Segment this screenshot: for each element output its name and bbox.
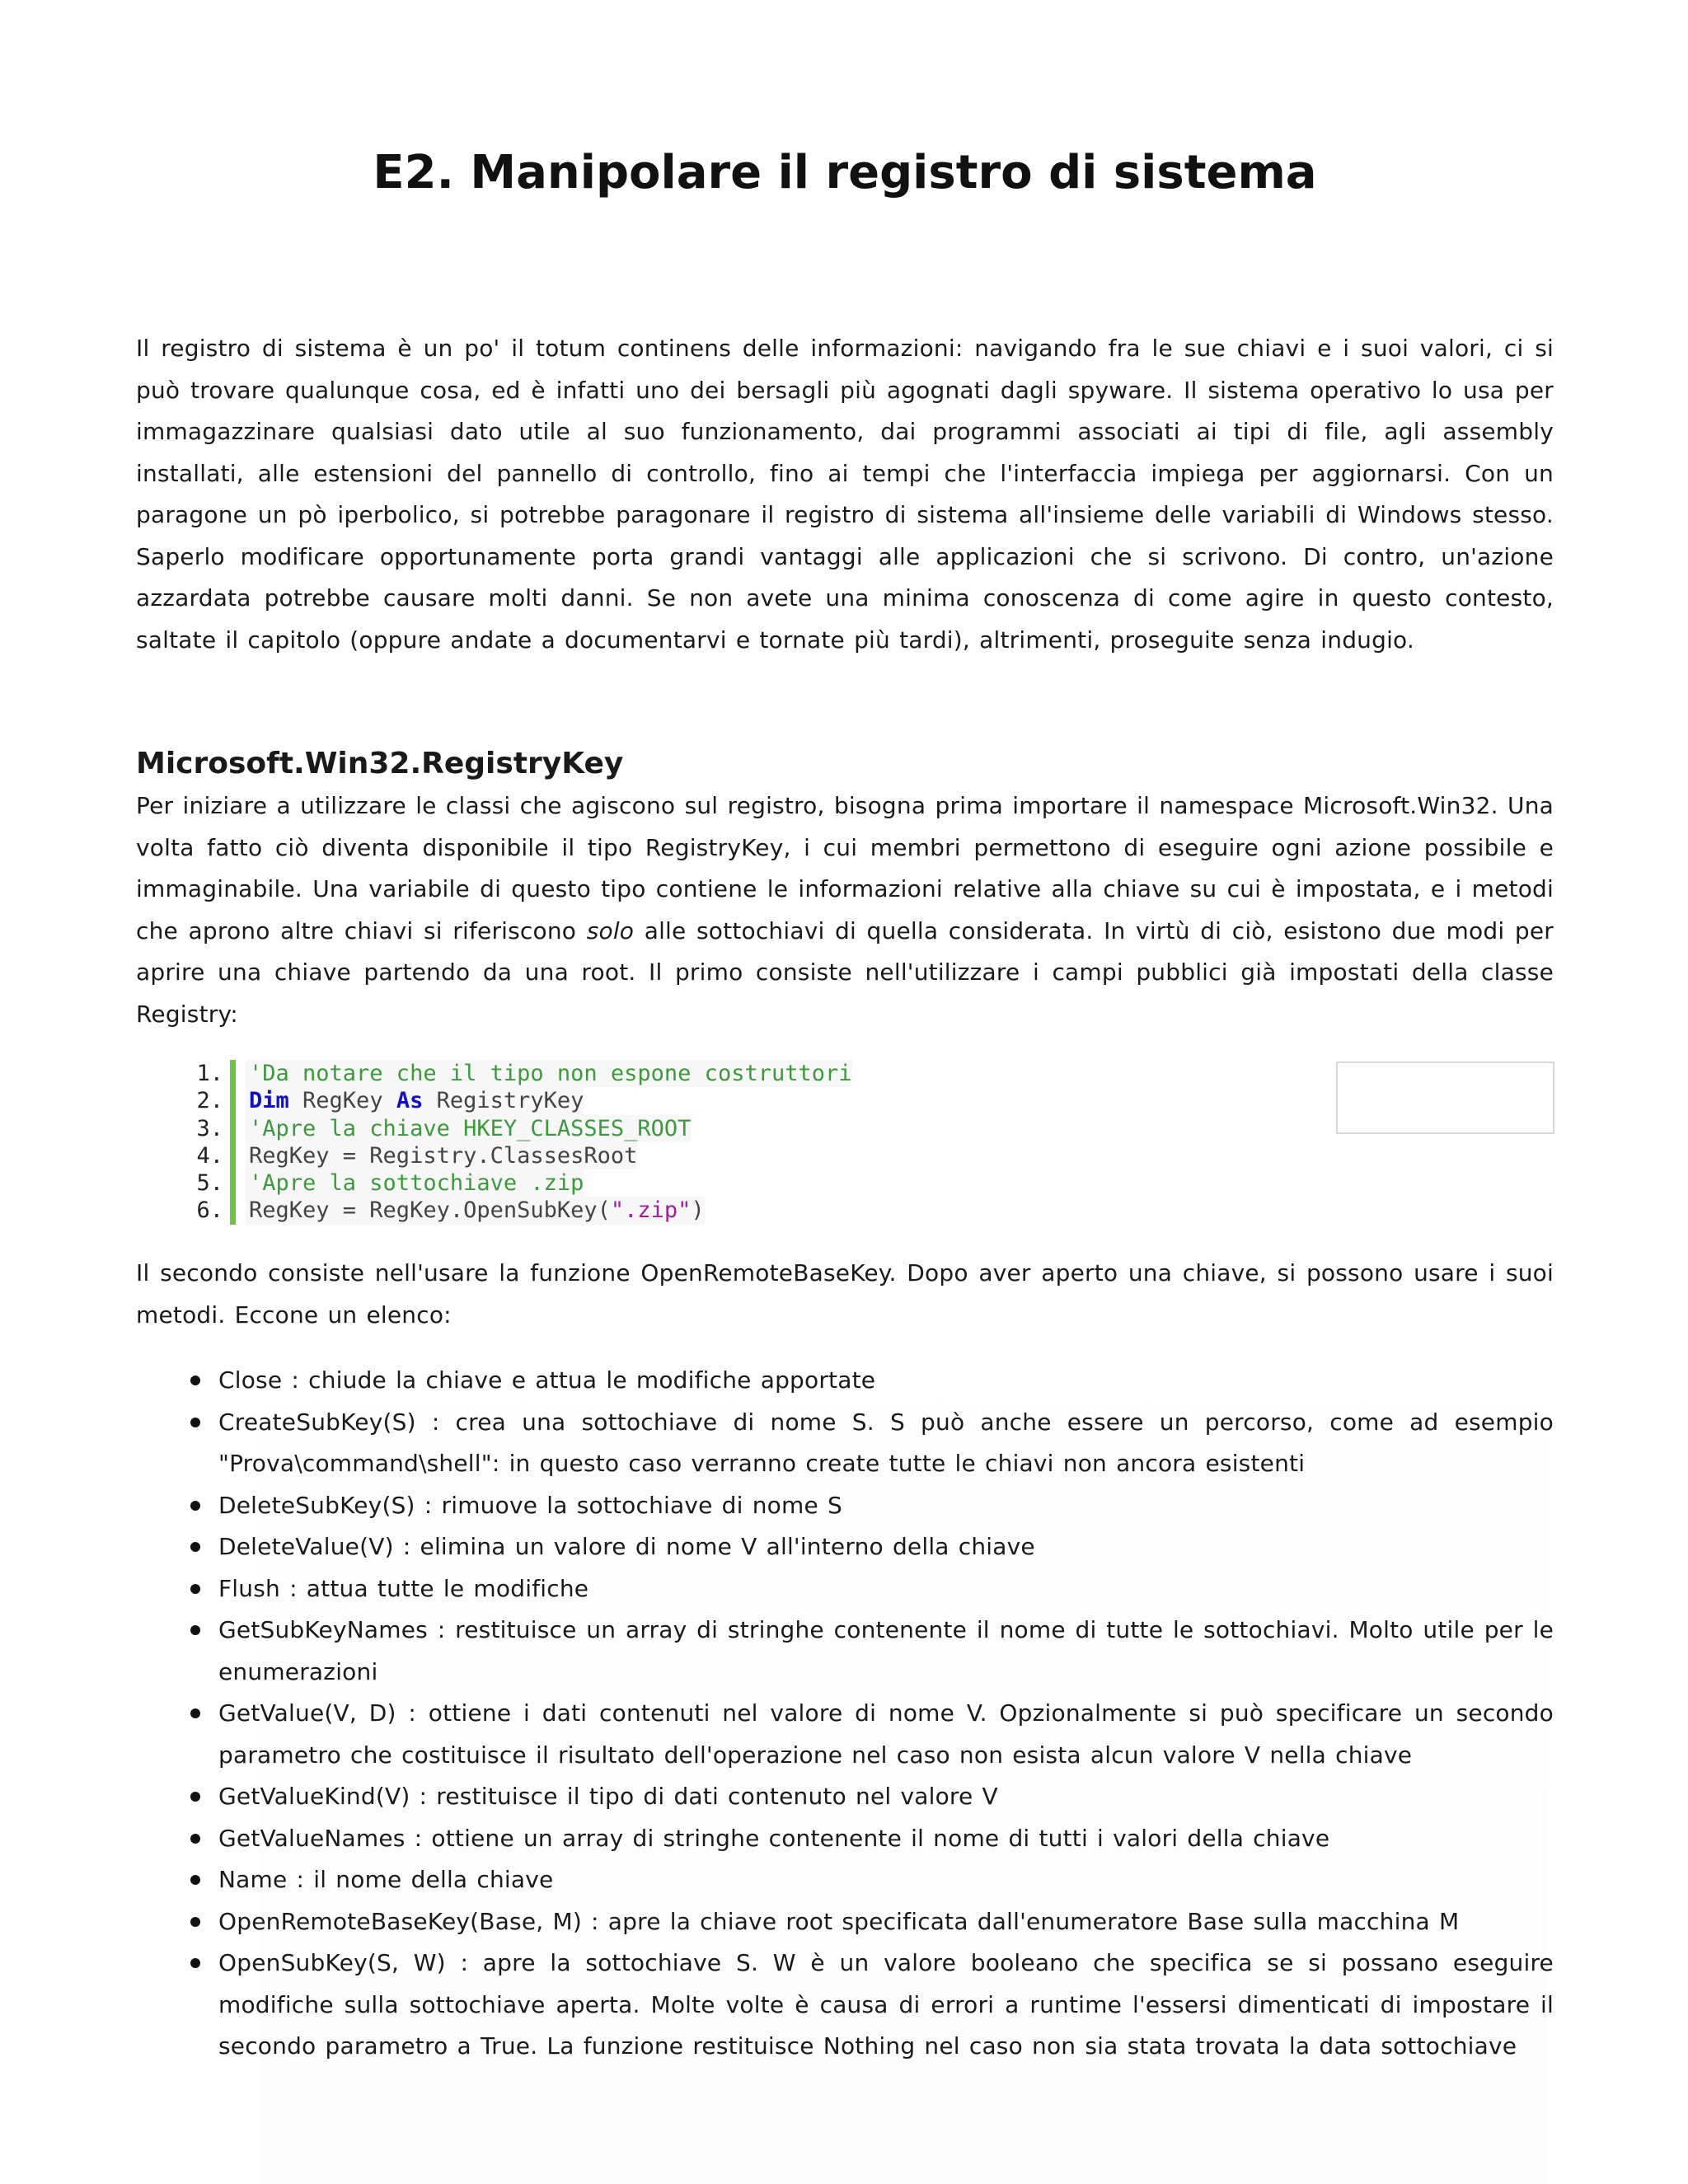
bullet-icon [190, 1708, 200, 1718]
code-listing [169, 1060, 894, 1225]
code-line [169, 1197, 894, 1224]
section-paragraph-1-part-a: Per iniziare a utilizzare le classi che agiscono sul registro, bisogna prima importare il namespace Microsoft.Win32. Una volta fatto ciò diventa disponibile il tipo RegistryKey, i cui membri permettono di eseguire ogni azione possibile e immaginabile. Una variabile di questo tipo contiene le informazioni relative alla chiave su cui è impostata, e i metodi che aprono altre chiavi si riferiscono [136, 792, 1554, 944]
code-token: ) [691, 1197, 705, 1224]
code-line [169, 1142, 894, 1169]
code-line-text [246, 1197, 705, 1224]
code-gutter-bar [230, 1142, 236, 1169]
code-line-text [246, 1142, 637, 1169]
bullet-icon [190, 1418, 200, 1427]
code-gutter-bar [230, 1060, 236, 1087]
bullet-icon [190, 1376, 200, 1385]
list-item [136, 1360, 1554, 1402]
bullet-icon [190, 1792, 200, 1802]
code-line [169, 1087, 894, 1114]
list-item [136, 1818, 1554, 1860]
bullet-icon [190, 1501, 200, 1511]
bullet-icon [190, 1542, 200, 1552]
code-line-text [246, 1060, 852, 1087]
list-item-text: Name : il nome della chiave [218, 1866, 554, 1893]
code-line [169, 1115, 894, 1142]
code-token: RegKey = Registry.ClassesRoot [249, 1142, 638, 1169]
code-line-number: 2. [196, 1088, 223, 1114]
list-item [136, 1485, 1554, 1527]
list-item [136, 1568, 1554, 1610]
list-item [136, 1610, 1554, 1693]
code-line [169, 1060, 894, 1087]
list-item-text: DeleteSubKey(S) : rimuove la sottochiave di nome S [218, 1491, 842, 1519]
code-line-number: 5. [196, 1170, 223, 1197]
list-item-text: GetSubKeyNames : restituisce un array di stringhe contenente il nome di tutte le sottochiavi. Molto utile per le enumerazioni [218, 1616, 1554, 1685]
list-item [136, 1776, 1554, 1818]
list-item-text: OpenRemoteBaseKey(Base, M) : apre la chiave root specificata dall'enumeratore Base sulla macchina M [218, 1907, 1460, 1935]
code-line-number: 6. [196, 1197, 223, 1224]
methods-list [136, 1360, 1554, 2068]
section-paragraph-2: Il secondo consiste nell'usare la funzione OpenRemoteBaseKey. Dopo aver aperto una chiave, si possono usare i suoi metodi. Eccone un elenco: [136, 1259, 1554, 1329]
code-line-text [246, 1169, 584, 1197]
bullet-icon [190, 1584, 200, 1594]
intro-paragraph: Il registro di sistema è un po' il totum continens delle informazioni: navigando fra le sue chiavi e i suoi valori, ci si può trovare qualunque cosa, ed è infatti uno dei bersagli più agognati dagli spyware. Il sistema operativo lo usa per immagazzinare qualsiasi dato utile al suo funzionamento, dai programmi associati ai tipi di file, agli assembly installati, alle estensioni del pannello di controllo, fino ai tempi che l'interfaccia impiega per aggiornarsi. Con un paragone un pò iperbolico, si potrebbe paragonare il registro di sistema all'insieme delle variabili di Windows stesso. Saperlo modificare opportunamente porta grandi vantaggi alle applicazioni che si scrivono. Di contro, un'azione azzardata potrebbe causare molti danni. Se non avete una minima conoscenza di come agire in questo contesto, saltate il capitolo (oppure andate a documentarvi e tornate più tardi), altrimenti, proseguite senza indugio. [136, 335, 1554, 654]
code-token: RegKey [288, 1088, 396, 1114]
code-line [169, 1169, 894, 1197]
code-line-number: 4. [196, 1142, 223, 1169]
list-item-text: GetValue(V, D) : ottiene i dati contenuti nel valore di nome V. Opzionalmente si può specificare un secondo parametro che costituisce il risultato dell'operazione nel caso non esista alcun valore V nella chiave [218, 1699, 1554, 1769]
code-line-number: 3. [196, 1115, 223, 1141]
code-line-number: 1. [196, 1061, 223, 1086]
list-item-text: GetValueNames : ottiene un array di stringhe contenente il nome di tutti i valori della chiave [218, 1824, 1330, 1852]
list-item [136, 1402, 1554, 1485]
code-token: RegistryKey [423, 1088, 584, 1114]
code-token: As [396, 1088, 424, 1114]
list-item-text: DeleteValue(V) : elimina un valore di nome V all'interno della chiave [218, 1533, 1035, 1560]
code-toolbar-box [1336, 1062, 1554, 1134]
section-paragraph-1-part-b: alle sottochiavi di quella considerata. In virtù di ciò, esistono due modi per aprire una chiave partendo da una root. Il primo consiste nell'utilizzare i campi pubblici già impostati della classe Registry: [136, 916, 1554, 1028]
code-gutter-bar [230, 1197, 236, 1224]
code-token: ".zip" [610, 1197, 692, 1224]
list-item [136, 1901, 1554, 1943]
code-line-text [246, 1087, 584, 1114]
bullet-icon [190, 1834, 200, 1844]
code-token: 'Apre la sottochiave .zip [249, 1170, 584, 1197]
page-title: E2. Manipolare il registro di sistema [373, 146, 1317, 199]
code-gutter-bar [230, 1169, 236, 1197]
code-gutter-bar [230, 1115, 236, 1142]
list-item [136, 1943, 1554, 2068]
code-line-text [246, 1115, 691, 1142]
list-item [136, 1859, 1554, 1901]
list-item-text: OpenSubKey(S, W) : apre la sottochiave S. W è un valore booleano che specifica se si possano eseguire modifiche sulla sottochiave aperta. Molte volte è causa di errori a runtime l'essersi dimenticati di impostare il secondo parametro a True. La funzione restituisce Nothing nel caso non sia stata trovata la data sottochiave [218, 1949, 1554, 2060]
list-item-text: Flush : attua tutte le modifiche [218, 1574, 589, 1602]
list-item [136, 1693, 1554, 1776]
bullet-icon [190, 1917, 200, 1927]
list-item-text: CreateSubKey(S) : crea una sottochiave di nome S. S può anche essere un percorso, come ad esempio "Prova\command\shell": in questo caso verranno create tutte le chiavi non ancora esistenti [218, 1408, 1554, 1477]
section-heading: Microsoft.Win32.RegistryKey [136, 747, 624, 780]
section-paragraph-1-emphasis: solo [586, 916, 635, 944]
list-item-text: GetValueKind(V) : restituisce il tipo di dati contenuto nel valore V [218, 1783, 998, 1810]
code-token: 'Da notare che il tipo non espone costruttori [249, 1061, 852, 1086]
code-token: Dim [249, 1088, 289, 1114]
code-gutter-bar [230, 1087, 236, 1114]
bullet-icon [190, 1625, 200, 1635]
list-item [136, 1526, 1554, 1568]
bullet-icon [190, 1875, 200, 1885]
section-paragraph-1 [136, 785, 1554, 1035]
code-token: RegKey = RegKey.OpenSubKey( [249, 1197, 611, 1224]
code-token: 'Apre la chiave HKEY_CLASSES_ROOT [249, 1115, 692, 1141]
list-item-text: Close : chiude la chiave e attua le modifiche apportate [218, 1366, 876, 1394]
bullet-icon [190, 1958, 200, 1968]
